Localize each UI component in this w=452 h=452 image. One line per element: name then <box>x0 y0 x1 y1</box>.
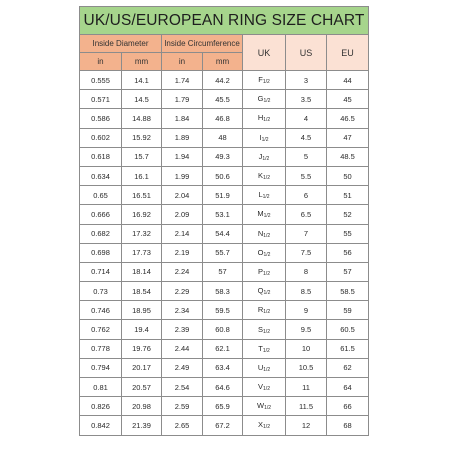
circumference-in-cell: 1.94 <box>162 147 203 166</box>
eu-size-cell: 64 <box>327 378 369 397</box>
table-row <box>80 282 369 301</box>
uk-size-letter: J <box>258 151 263 161</box>
circumference-in-cell: 2.09 <box>162 205 203 224</box>
table-row <box>80 358 369 377</box>
circumference-mm-cell: 65.9 <box>203 397 243 416</box>
uk-size-cell <box>243 339 286 358</box>
uk-size-cell <box>243 243 286 262</box>
diameter-mm-cell: 17.73 <box>122 243 162 262</box>
circumference-in-cell: 2.34 <box>162 301 203 320</box>
table-row <box>80 186 369 205</box>
eu-size-cell: 44 <box>327 71 369 90</box>
circumference-in-cell: 2.44 <box>162 339 203 358</box>
ring-size-chart-table <box>79 6 369 436</box>
uk-size-letter: K <box>258 171 264 181</box>
us-size-cell: 5.5 <box>286 166 327 185</box>
table-row <box>80 224 369 243</box>
circumference-mm-cell: 55.7 <box>203 243 243 262</box>
diameter-in-cell: 0.826 <box>80 397 122 416</box>
uk-size-letter: F <box>258 75 263 85</box>
circumference-in-cell: 2.19 <box>162 243 203 262</box>
circumference-mm-cell: 48 <box>203 128 243 147</box>
circumference-mm-cell: 45.5 <box>203 90 243 109</box>
uk-size-cell <box>243 71 286 90</box>
eu-size-cell: 58.5 <box>327 282 369 301</box>
diameter-mm-cell: 14.5 <box>122 90 162 109</box>
circumference-in-cell: 2.24 <box>162 262 203 281</box>
uk-size-letter: G <box>257 94 264 104</box>
uk-size-fraction: 1/2 <box>261 136 269 143</box>
uk-size-cell <box>243 205 286 224</box>
us-size-cell: 9 <box>286 301 327 320</box>
uk-size-letter: H <box>257 113 264 123</box>
circumference-mm-cell: 63.4 <box>203 358 243 377</box>
eu-size-cell: 66 <box>327 397 369 416</box>
circumference-in-cell: 2.65 <box>162 416 203 435</box>
uk-size-cell <box>243 147 286 166</box>
table-row <box>80 339 369 358</box>
table-row <box>80 90 369 109</box>
uk-size-letter: T <box>258 343 263 353</box>
circumference-in-header: in <box>162 53 203 71</box>
uk-size-cell <box>243 262 286 281</box>
diameter-mm-cell: 14.88 <box>122 109 162 128</box>
table-row <box>80 71 369 90</box>
eu-size-cell: 47 <box>327 128 369 147</box>
us-size-cell: 8.5 <box>286 282 327 301</box>
table-row <box>80 397 369 416</box>
us-size-cell: 3 <box>286 71 327 90</box>
uk-size-fraction: 1/2 <box>263 175 270 182</box>
circumference-mm-cell: 67.2 <box>203 416 243 435</box>
circumference-mm-cell: 53.1 <box>203 205 243 224</box>
uk-size-fraction: 1/2 <box>264 405 272 412</box>
us-size-cell: 10.5 <box>286 358 327 377</box>
eu-header: EU <box>327 35 369 71</box>
circumference-in-cell: 2.39 <box>162 320 203 339</box>
diameter-in-cell: 0.634 <box>80 166 122 185</box>
diameter-in-cell: 0.714 <box>80 262 122 281</box>
circumference-in-cell: 2.49 <box>162 358 203 377</box>
uk-size-letter: I <box>259 132 262 142</box>
table-row <box>80 205 369 224</box>
diameter-mm-cell: 18.54 <box>122 282 162 301</box>
diameter-in-cell: 0.682 <box>80 224 122 243</box>
circumference-mm-cell: 44.2 <box>203 71 243 90</box>
uk-size-cell <box>243 90 286 109</box>
uk-size-cell <box>243 166 286 185</box>
circumference-in-cell: 1.74 <box>162 71 203 90</box>
circumference-mm-cell: 54.4 <box>203 224 243 243</box>
circumference-in-cell: 2.59 <box>162 397 203 416</box>
uk-size-fraction: 1/2 <box>263 309 271 316</box>
uk-size-fraction: 1/2 <box>263 290 271 297</box>
us-size-cell: 6.5 <box>286 205 327 224</box>
circumference-mm-cell: 49.3 <box>203 147 243 166</box>
us-size-cell: 5 <box>286 147 327 166</box>
circumference-in-cell: 2.04 <box>162 186 203 205</box>
diameter-mm-cell: 15.7 <box>122 147 162 166</box>
uk-size-cell <box>243 109 286 128</box>
diameter-mm-cell: 17.32 <box>122 224 162 243</box>
circumference-in-cell: 2.14 <box>162 224 203 243</box>
table-row <box>80 416 369 435</box>
eu-size-cell: 68 <box>327 416 369 435</box>
table-row <box>80 147 369 166</box>
table-row <box>80 243 369 262</box>
diameter-mm-cell: 20.57 <box>122 378 162 397</box>
us-size-cell: 8 <box>286 262 327 281</box>
uk-size-fraction: 1/2 <box>263 232 271 239</box>
uk-size-fraction: 1/2 <box>262 194 270 201</box>
us-size-cell: 11.5 <box>286 397 327 416</box>
uk-size-letter: L <box>258 190 263 200</box>
diameter-mm-cell: 21.39 <box>122 416 162 435</box>
uk-header: UK <box>243 35 286 71</box>
circumference-mm-header: mm <box>203 53 243 71</box>
diameter-mm-cell: 18.95 <box>122 301 162 320</box>
table-row <box>80 128 369 147</box>
eu-size-cell: 60.5 <box>327 320 369 339</box>
uk-size-fraction: 1/2 <box>263 328 270 335</box>
uk-size-letter: X <box>258 420 264 430</box>
table-row <box>80 166 369 185</box>
eu-size-cell: 55 <box>327 224 369 243</box>
uk-size-fraction: 1/2 <box>263 386 270 393</box>
circumference-in-cell: 1.89 <box>162 128 203 147</box>
uk-size-letter: Q <box>257 286 264 296</box>
circumference-mm-cell: 62.1 <box>203 339 243 358</box>
us-size-cell: 11 <box>286 378 327 397</box>
us-size-cell: 4 <box>286 109 327 128</box>
us-size-cell: 3.5 <box>286 90 327 109</box>
chart-title: UK/US/EUROPEAN RING SIZE CHART <box>80 7 369 35</box>
diameter-in-header: in <box>80 53 122 71</box>
table-row <box>80 378 369 397</box>
eu-size-cell: 61.5 <box>327 339 369 358</box>
uk-size-letter: W <box>256 401 265 411</box>
uk-size-fraction: 1/2 <box>263 366 271 373</box>
uk-size-fraction: 1/2 <box>263 251 271 258</box>
uk-size-cell <box>243 416 286 435</box>
uk-size-cell <box>243 358 286 377</box>
uk-size-fraction: 1/2 <box>262 79 270 86</box>
uk-size-cell <box>243 282 286 301</box>
eu-size-cell: 52 <box>327 205 369 224</box>
uk-size-fraction: 1/2 <box>262 155 270 162</box>
eu-size-cell: 50 <box>327 166 369 185</box>
eu-size-cell: 56 <box>327 243 369 262</box>
diameter-in-cell: 0.602 <box>80 128 122 147</box>
us-size-cell: 6 <box>286 186 327 205</box>
uk-size-letter: O <box>257 247 264 257</box>
table-row <box>80 301 369 320</box>
chart-body <box>80 71 369 436</box>
us-header: US <box>286 35 327 71</box>
circumference-mm-cell: 59.5 <box>203 301 243 320</box>
eu-size-cell: 45 <box>327 90 369 109</box>
diameter-in-cell: 0.762 <box>80 320 122 339</box>
table-row <box>80 109 369 128</box>
uk-size-cell <box>243 186 286 205</box>
diameter-in-cell: 0.586 <box>80 109 122 128</box>
circumference-mm-cell: 51.9 <box>203 186 243 205</box>
diameter-in-cell: 0.571 <box>80 90 122 109</box>
diameter-in-cell: 0.65 <box>80 186 122 205</box>
table-row <box>80 320 369 339</box>
diameter-mm-cell: 20.98 <box>122 397 162 416</box>
us-size-cell: 12 <box>286 416 327 435</box>
diameter-in-cell: 0.842 <box>80 416 122 435</box>
diameter-in-cell: 0.81 <box>80 378 122 397</box>
diameter-in-cell: 0.698 <box>80 243 122 262</box>
uk-size-fraction: 1/2 <box>262 347 270 354</box>
diameter-in-cell: 0.555 <box>80 71 122 90</box>
circumference-mm-cell: 46.8 <box>203 109 243 128</box>
diameter-mm-cell: 19.76 <box>122 339 162 358</box>
uk-size-letter: N <box>257 228 264 238</box>
us-size-cell: 7.5 <box>286 243 327 262</box>
circumference-mm-cell: 60.8 <box>203 320 243 339</box>
us-size-cell: 7 <box>286 224 327 243</box>
diameter-mm-cell: 15.92 <box>122 128 162 147</box>
uk-size-letter: S <box>258 324 264 334</box>
inside-circumference-header: Inside Circumference <box>162 35 243 53</box>
eu-size-cell: 62 <box>327 358 369 377</box>
eu-size-cell: 51 <box>327 186 369 205</box>
us-size-cell: 10 <box>286 339 327 358</box>
circumference-mm-cell: 57 <box>203 262 243 281</box>
uk-size-cell <box>243 224 286 243</box>
table-row <box>80 262 369 281</box>
uk-size-fraction: 1/2 <box>263 270 270 277</box>
diameter-mm-cell: 19.4 <box>122 320 162 339</box>
diameter-mm-cell: 14.1 <box>122 71 162 90</box>
uk-size-letter: V <box>258 382 264 392</box>
uk-size-fraction: 1/2 <box>263 117 271 124</box>
eu-size-cell: 57 <box>327 262 369 281</box>
circumference-in-cell: 1.79 <box>162 90 203 109</box>
uk-size-cell <box>243 320 286 339</box>
diameter-in-cell: 0.666 <box>80 205 122 224</box>
uk-size-cell <box>243 128 286 147</box>
eu-size-cell: 59 <box>327 301 369 320</box>
uk-size-fraction: 1/2 <box>263 424 270 431</box>
circumference-mm-cell: 50.6 <box>203 166 243 185</box>
uk-size-letter: M <box>257 209 264 219</box>
uk-size-letter: R <box>257 305 264 315</box>
circumference-in-cell: 2.29 <box>162 282 203 301</box>
circumference-in-cell: 1.84 <box>162 109 203 128</box>
diameter-mm-cell: 18.14 <box>122 262 162 281</box>
diameter-mm-cell: 16.1 <box>122 166 162 185</box>
circumference-in-cell: 1.99 <box>162 166 203 185</box>
eu-size-cell: 46.5 <box>327 109 369 128</box>
uk-size-letter: U <box>257 362 264 372</box>
uk-size-cell <box>243 378 286 397</box>
uk-size-fraction: 1/2 <box>263 213 271 220</box>
eu-size-cell: 48.5 <box>327 147 369 166</box>
inside-diameter-header: Inside Diameter <box>80 35 162 53</box>
diameter-mm-header: mm <box>122 53 162 71</box>
diameter-mm-cell: 20.17 <box>122 358 162 377</box>
us-size-cell: 4.5 <box>286 128 327 147</box>
diameter-in-cell: 0.618 <box>80 147 122 166</box>
diameter-mm-cell: 16.92 <box>122 205 162 224</box>
circumference-mm-cell: 58.3 <box>203 282 243 301</box>
uk-size-cell <box>243 397 286 416</box>
diameter-in-cell: 0.778 <box>80 339 122 358</box>
diameter-in-cell: 0.73 <box>80 282 122 301</box>
uk-size-letter: P <box>258 266 264 276</box>
diameter-in-cell: 0.794 <box>80 358 122 377</box>
circumference-mm-cell: 64.6 <box>203 378 243 397</box>
us-size-cell: 9.5 <box>286 320 327 339</box>
uk-size-fraction: 1/2 <box>263 98 271 105</box>
diameter-mm-cell: 16.51 <box>122 186 162 205</box>
diameter-in-cell: 0.746 <box>80 301 122 320</box>
circumference-in-cell: 2.54 <box>162 378 203 397</box>
uk-size-cell <box>243 301 286 320</box>
